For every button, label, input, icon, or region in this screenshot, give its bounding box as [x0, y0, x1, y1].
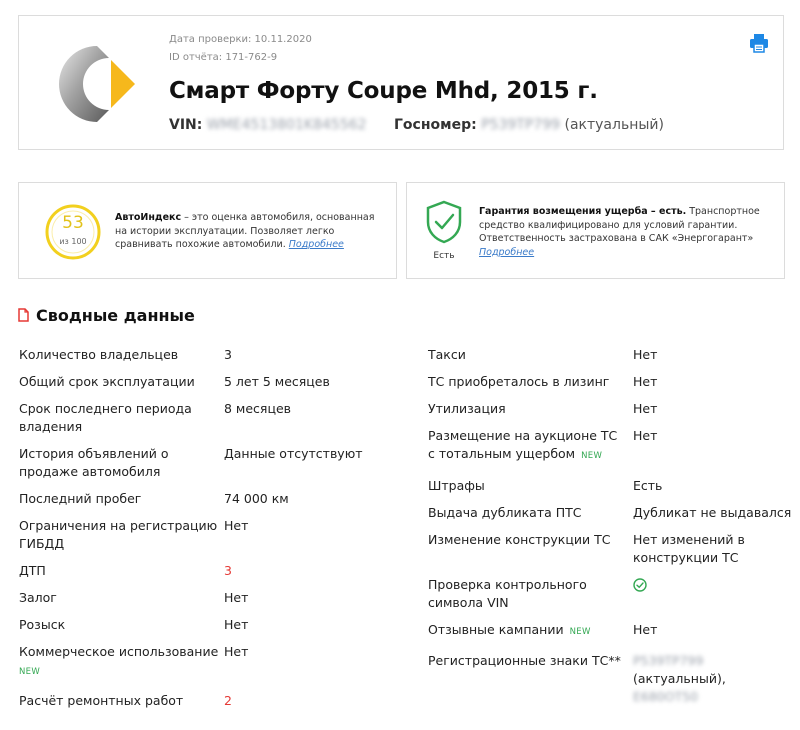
guarantee-badge: Есть [433, 251, 455, 261]
vin-value: WME4513801K845562 [206, 117, 367, 133]
summary-key-text: Размещение на аукционе ТС с тотальным ущербом [428, 428, 618, 461]
summary-value: Нет [224, 617, 249, 632]
summary-key: ТС приобреталось в лизинг [428, 374, 610, 389]
vin-label: VIN: [169, 117, 203, 133]
smart-logo-icon [57, 44, 137, 124]
summary-value: Нет [224, 590, 249, 605]
summary-key [428, 621, 628, 641]
autoindex-description [115, 211, 385, 252]
guarantee-card [406, 182, 785, 279]
summary-value: Нет [224, 518, 249, 533]
summary-key-text: Коммерческое использование [19, 644, 219, 659]
check-circle-icon [633, 578, 647, 592]
summary-key: Изменение конструкции ТС [428, 532, 611, 547]
summary-key: Расчёт ремонтных работ [19, 693, 184, 708]
vin-row [169, 117, 367, 133]
summary-value: 3 [224, 563, 232, 578]
summary-value: Нет [633, 428, 658, 443]
plate-status: (актуальный) [564, 117, 664, 133]
summary-key: Розыск [19, 617, 66, 632]
new-badge: NEW [19, 667, 41, 677]
plate-history-status: (актуальный), [633, 671, 726, 686]
summary-key: Ограничения на регистрацию ГИБДД [19, 518, 218, 551]
summary-key: История объявлений о продаже автомобиля [19, 446, 169, 479]
guarantee-title: Гарантия возмещения ущерба – есть. [479, 206, 687, 217]
summary-value: Нет [224, 644, 249, 659]
check-date: Дата проверки: 10.11.2020 [169, 34, 312, 45]
shield-check-icon [425, 200, 463, 244]
summary-value: 5 лет 5 месяцев [224, 374, 330, 389]
summary-value: Есть [633, 478, 663, 493]
summary-value [633, 576, 793, 597]
autoindex-score: 53 [62, 213, 84, 233]
summary-value: 74 000 км [224, 491, 289, 506]
summary-value: 2 [224, 693, 232, 708]
summary-key: Проверка контрольного символа VIN [428, 577, 587, 610]
print-icon[interactable] [749, 33, 769, 53]
summary-key: Штрафы [428, 478, 485, 493]
summary-value: 8 месяцев [224, 401, 292, 416]
summary-value: Нет [633, 347, 658, 362]
summary-key: ДТП [19, 563, 46, 578]
plate-row [394, 117, 664, 133]
document-icon [18, 308, 29, 322]
report-header-card [18, 15, 784, 150]
autoindex-title: АвтоИндекс [115, 212, 182, 223]
summary-heading [18, 305, 195, 325]
plate-history-value: Р539ТР799 [633, 653, 704, 668]
summary-value [633, 652, 793, 706]
plate-label: Госномер: [394, 117, 477, 133]
plate-value: Р539ТР799 [481, 117, 561, 133]
summary-title: Сводные данные [36, 305, 195, 325]
summary-key: Последний пробег [19, 491, 142, 506]
summary-value: Нет [633, 622, 658, 637]
summary-key: Такси [428, 347, 466, 362]
car-title: Смарт Форту Coupe Mhd, 2015 г. [169, 78, 598, 104]
summary-key: Общий срок эксплуатации [19, 374, 195, 389]
guarantee-description [479, 205, 769, 259]
summary-key: Регистрационные знаки ТС** [428, 653, 621, 668]
summary-value: Дубликат не выдавался [633, 505, 792, 520]
autoindex-scale: из 100 [59, 237, 87, 246]
summary-value: 3 [224, 347, 232, 362]
plate-history-value: Е680ОТ50 [633, 689, 699, 704]
new-badge: NEW [581, 451, 603, 461]
new-badge: NEW [569, 627, 591, 637]
summary-value: Данные отсутствуют [224, 446, 363, 461]
autoindex-text: – это оценка автомобиля, основанная на истории эксплуатации. Позволяет легко сравнивать похожие автомобили. [115, 212, 375, 250]
guarantee-text: Транспортное средство квалифицировано для условий гарантии. Ответственность застрахована в САК «Энергогарант» [479, 206, 760, 244]
summary-value: Нет изменений в конструкции ТС [633, 532, 745, 565]
summary-value: Нет [633, 401, 658, 416]
summary-key: Количество владельцев [19, 347, 179, 362]
summary-key: Выдача дубликата ПТС [428, 505, 582, 520]
summary-key: Залог [19, 590, 57, 605]
autoindex-card [18, 182, 397, 279]
autoindex-more-link[interactable]: Подробнее [288, 239, 344, 250]
summary-key [19, 643, 224, 681]
summary-key: Срок последнего периода владения [19, 401, 192, 434]
summary-key: Утилизация [428, 401, 506, 416]
summary-key [428, 427, 628, 465]
summary-key-text: Отзывные кампании [428, 622, 564, 637]
report-id: ID отчёта: 171-762-9 [169, 52, 278, 63]
summary-value: Нет [633, 374, 658, 389]
guarantee-more-link[interactable]: Подробнее [479, 246, 535, 258]
